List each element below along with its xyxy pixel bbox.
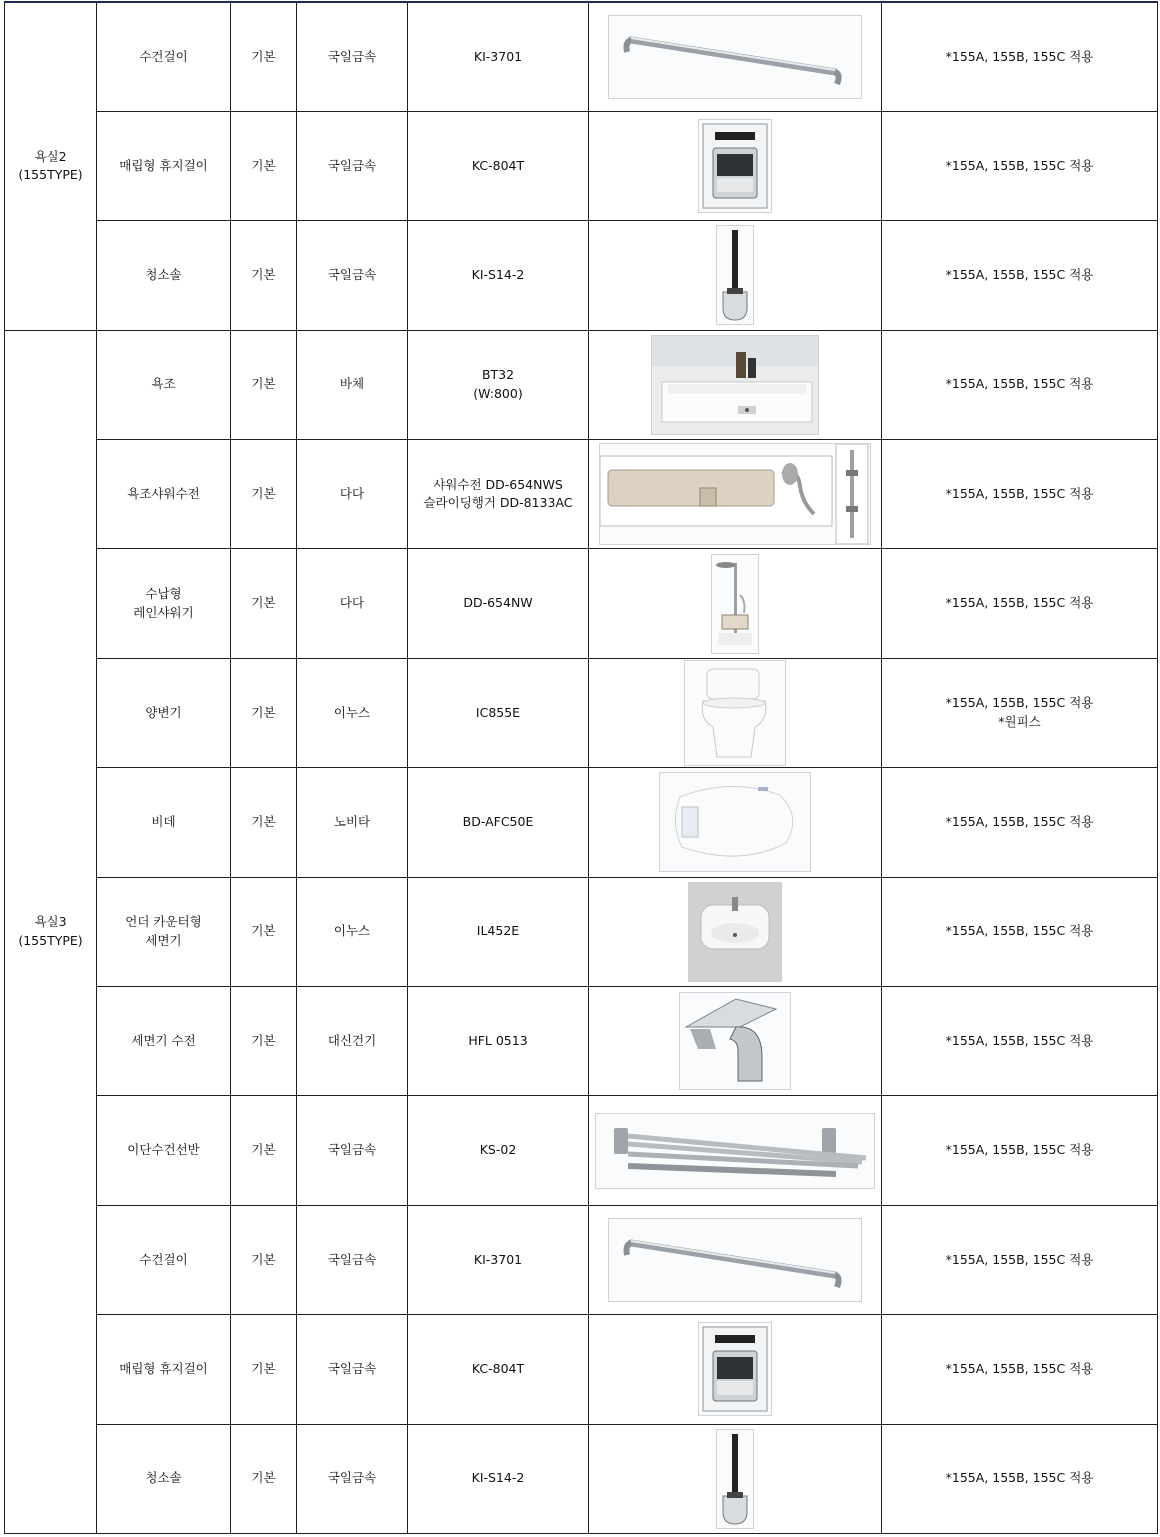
item-name-cell: 이단수건선반 [97, 1096, 231, 1205]
product-image-cell [589, 549, 882, 658]
brand-cell: 국일금속 [297, 111, 408, 220]
item-name-cell: 욕조샤워수전 [97, 440, 231, 549]
table-row [5, 111, 1158, 220]
brand-cell: 국일금속 [297, 1205, 408, 1314]
grade-cell: 기본 [231, 440, 297, 549]
product-image-cell [589, 2, 882, 111]
model-cell: IL452E [408, 877, 589, 986]
grade-cell: 기본 [231, 330, 297, 439]
brand-cell: 이누스 [297, 877, 408, 986]
item-name-cell: 욕조 [97, 330, 231, 439]
grade-cell: 기본 [231, 987, 297, 1096]
brand-cell: 국일금속 [297, 1315, 408, 1424]
grade-cell: 기본 [231, 111, 297, 220]
toilet-brush-image [716, 225, 754, 325]
product-image-cell [589, 658, 882, 767]
grade-cell: 기본 [231, 1205, 297, 1314]
bidet-image [659, 772, 811, 872]
brand-cell: 국일금속 [297, 1424, 408, 1533]
recessed-paper-holder-image [698, 1322, 772, 1416]
note-cell: *155A, 155B, 155C 적용 [882, 2, 1158, 111]
rain-shower-image [711, 554, 759, 654]
model-cell: KS-02 [408, 1096, 589, 1205]
model-cell: IC855E [408, 658, 589, 767]
basin-faucet-image [679, 992, 791, 1090]
grade-cell: 기본 [231, 221, 297, 330]
table-row [5, 768, 1158, 877]
item-name-cell: 수건걸이 [97, 2, 231, 111]
product-image-cell [589, 987, 882, 1096]
note-cell: *155A, 155B, 155C 적용 [882, 1424, 1158, 1533]
bath-shower-faucet-image [599, 443, 871, 545]
grade-cell: 기본 [231, 658, 297, 767]
model-cell: KC-804T [408, 111, 589, 220]
grade-cell: 기본 [231, 1424, 297, 1533]
item-name-cell: 수건걸이 [97, 1205, 231, 1314]
item-name-cell: 비데 [97, 768, 231, 877]
table-row [5, 1315, 1158, 1424]
item-name-cell: 세면기 수전 [97, 987, 231, 1096]
item-name-cell: 언더 카운터형 세면기 [97, 877, 231, 986]
note-cell: *155A, 155B, 155C 적용 [882, 440, 1158, 549]
grade-cell: 기본 [231, 549, 297, 658]
item-name-cell: 양변기 [97, 658, 231, 767]
table-row [5, 440, 1158, 549]
brand-cell: 다다 [297, 440, 408, 549]
product-image-cell [589, 877, 882, 986]
towel-bar-image [608, 15, 862, 99]
item-name-cell: 매립형 휴지걸이 [97, 111, 231, 220]
table-row [5, 877, 1158, 986]
table-row [5, 2, 1158, 111]
note-cell: *155A, 155B, 155C 적용 [882, 987, 1158, 1096]
note-cell: *155A, 155B, 155C 적용 [882, 1315, 1158, 1424]
item-name-cell: 청소솔 [97, 1424, 231, 1533]
table-row [5, 1096, 1158, 1205]
room-group-label: 욕실2 (155TYPE) [5, 2, 97, 330]
note-cell: *155A, 155B, 155C 적용 *원피스 [882, 658, 1158, 767]
item-name-cell: 수납형 레인샤워기 [97, 549, 231, 658]
room-group-label: 욕실3 (155TYPE) [5, 330, 97, 1533]
brand-cell: 국일금속 [297, 221, 408, 330]
item-name-cell: 매립형 휴지걸이 [97, 1315, 231, 1424]
towel-shelf-image [595, 1113, 875, 1189]
model-cell: KI-3701 [408, 2, 589, 111]
brand-cell: 이누스 [297, 658, 408, 767]
note-cell: *155A, 155B, 155C 적용 [882, 549, 1158, 658]
item-name-cell: 청소솔 [97, 221, 231, 330]
grade-cell: 기본 [231, 2, 297, 111]
grade-cell: 기본 [231, 768, 297, 877]
note-cell: *155A, 155B, 155C 적용 [882, 221, 1158, 330]
model-cell: KC-804T [408, 1315, 589, 1424]
grade-cell: 기본 [231, 1315, 297, 1424]
washbasin-image [688, 882, 782, 982]
grade-cell: 기본 [231, 877, 297, 986]
table-row [5, 1205, 1158, 1314]
product-image-cell [589, 111, 882, 220]
model-cell: BD-AFC50E [408, 768, 589, 877]
table-row [5, 1424, 1158, 1533]
product-image-cell [589, 1205, 882, 1314]
model-cell: KI-S14-2 [408, 1424, 589, 1533]
brand-cell: 바체 [297, 330, 408, 439]
towel-bar-image [608, 1218, 862, 1302]
model-cell: 샤워수전 DD-654NWS 슬라이딩행거 DD-8133AC [408, 440, 589, 549]
model-cell: BT32 (W:800) [408, 330, 589, 439]
product-image-cell [589, 221, 882, 330]
fixture-spec-table [4, 1, 1158, 1534]
note-cell: *155A, 155B, 155C 적용 [882, 1205, 1158, 1314]
model-cell: HFL 0513 [408, 987, 589, 1096]
note-cell: *155A, 155B, 155C 적용 [882, 111, 1158, 220]
product-image-cell [589, 1096, 882, 1205]
brand-cell: 국일금속 [297, 1096, 408, 1205]
note-cell: *155A, 155B, 155C 적용 [882, 877, 1158, 986]
table-row [5, 221, 1158, 330]
table-row [5, 987, 1158, 1096]
brand-cell: 다다 [297, 549, 408, 658]
brand-cell: 대신건기 [297, 987, 408, 1096]
product-image-cell [589, 768, 882, 877]
recessed-paper-holder-image [698, 119, 772, 213]
note-cell: *155A, 155B, 155C 적용 [882, 1096, 1158, 1205]
product-image-cell [589, 440, 882, 549]
brand-cell: 노비타 [297, 768, 408, 877]
bathtub-image [651, 335, 819, 435]
note-cell: *155A, 155B, 155C 적용 [882, 768, 1158, 877]
model-cell: DD-654NW [408, 549, 589, 658]
table-row [5, 549, 1158, 658]
toilet-image [684, 660, 786, 766]
brand-cell: 국일금속 [297, 2, 408, 111]
product-image-cell [589, 1424, 882, 1533]
note-cell: *155A, 155B, 155C 적용 [882, 330, 1158, 439]
product-image-cell [589, 1315, 882, 1424]
table-row [5, 330, 1158, 439]
model-cell: KI-S14-2 [408, 221, 589, 330]
product-image-cell [589, 330, 882, 439]
grade-cell: 기본 [231, 1096, 297, 1205]
table-row [5, 658, 1158, 767]
model-cell: KI-3701 [408, 1205, 589, 1314]
toilet-brush-image [716, 1429, 754, 1529]
